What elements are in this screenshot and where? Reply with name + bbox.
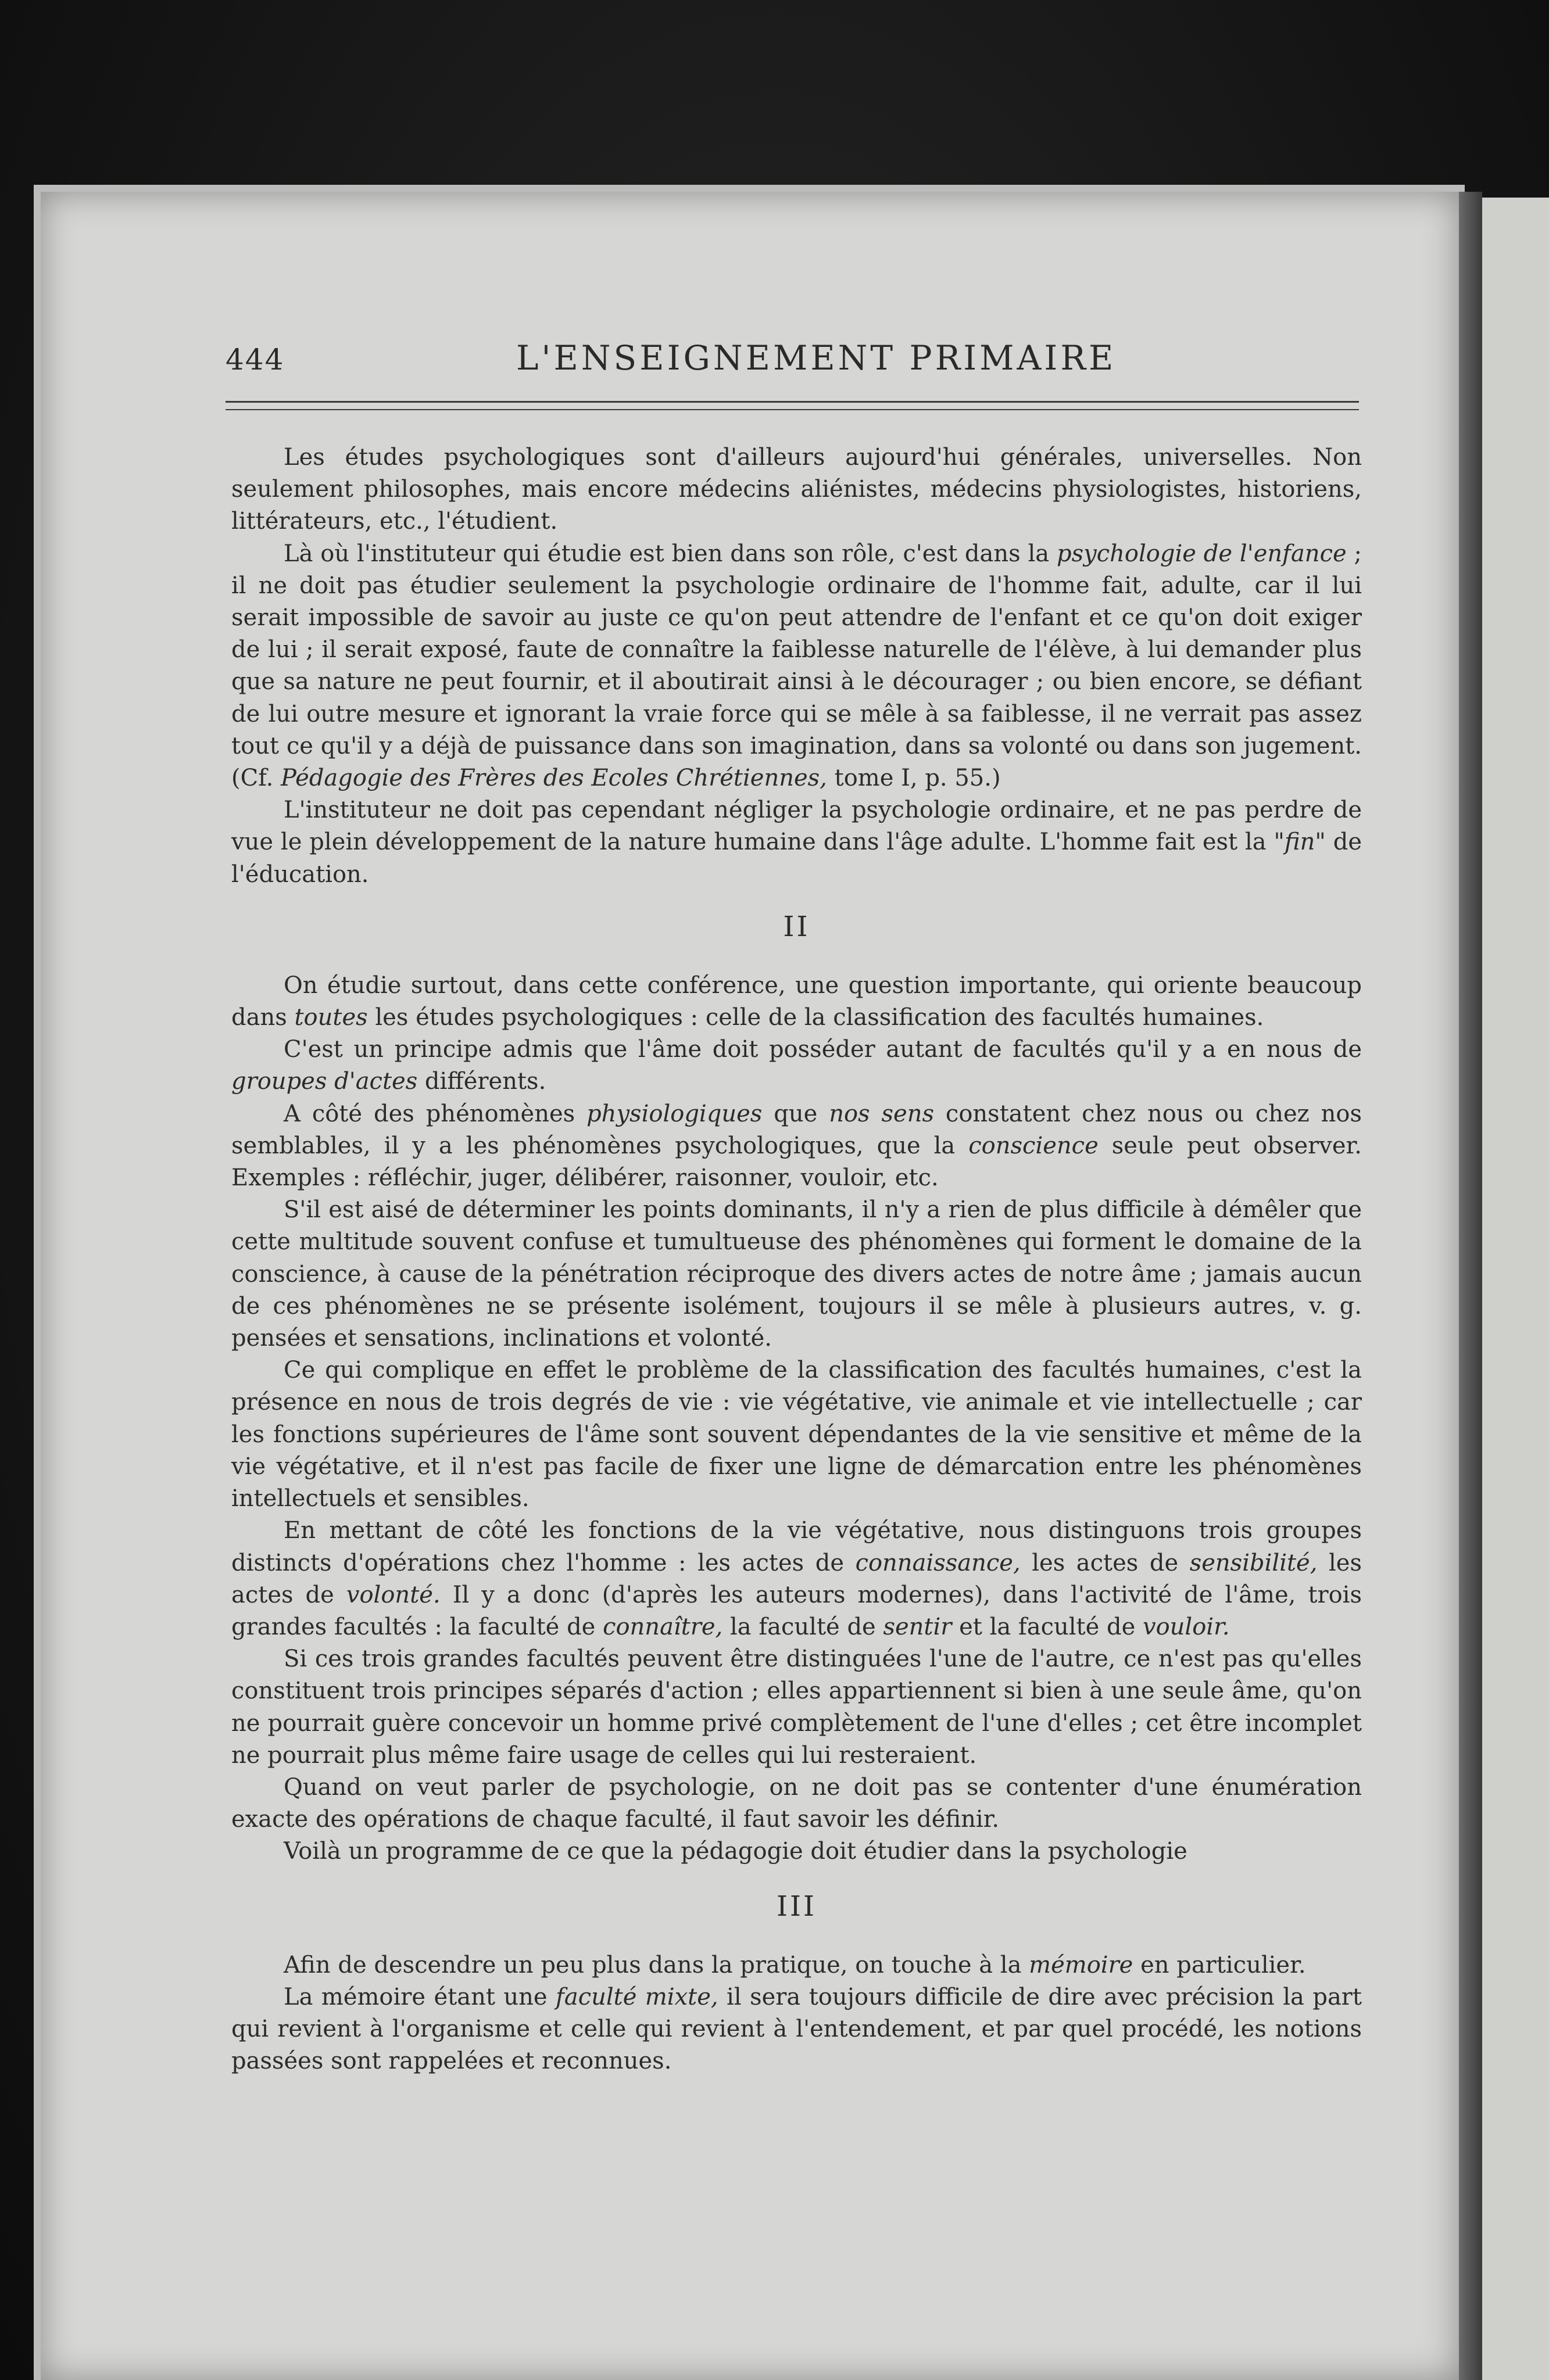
running-head [226,331,1359,383]
section-heading-ii: II [783,910,810,943]
paragraph [231,442,1362,538]
italic-term: mémoire [1029,1951,1133,1978]
italic-term: sensibilité, [1189,1549,1318,1576]
paragraph [231,1098,1362,1195]
italic-term: toutes [294,1004,368,1031]
paragraph-text: tome I, p. 55.) [827,765,1001,792]
paragraph-text: différents. [417,1068,546,1095]
page-number: 444 [226,343,285,377]
italic-term: nos sens [829,1100,934,1127]
paragraph [231,1354,1362,1515]
paragraph-text: Quand on veut parler de psychologie, on ne doit pas se contenter d'une énumération exacte des opérations de chaque faculté, il faut savoir les définir. [231,1773,1362,1833]
paragraph-text: L'instituteur ne doit pas cependant négliger la psychologie ordinaire, et ne pas perdre de vue le plein développement de la nature humaine dans l'âge adulte. L'homme fait est la " [231,797,1362,856]
paragraph-text: C'est un principe admis que l'âme doit posséder autant de facultés qu'il y a en nous de [284,1036,1362,1063]
paragraph-text: Si ces trois grandes facultés peuvent être distinguées l'une de l'autre, ce n'est pas qu'elles constituent trois principes séparés d'action ; elles appartiennent si bien à une seule âme, qu'on ne pourrait guère concevoir un homme privé complètement de l'une d'elles ; cet être incomplet ne pourrait plus même faire usage de celles qui lui resteraient. [231,1646,1362,1769]
paragraph-text: constatent chez nous ou chez nos semblables, il y a les phénomènes psychologiques, que la [231,1100,1362,1159]
italic-term: physiologiques [586,1100,763,1127]
paragraph-text: A côté des phénomènes [284,1100,587,1127]
journal-title: L'ENSEIGNEMENT PRIMAIRE [516,338,1117,378]
paragraph-text: En mettant de côté les fonctions de la vie végétative, nous distinguons trois groupes distincts d'opérations chez l'homme : les actes de [231,1517,1362,1576]
paragraph-text: On étudie surtout, dans cette conférence, une question importante, qui oriente beaucoup dans [231,972,1362,1031]
italic-term: connaissance, [855,1549,1021,1576]
paragraph-text: la faculté de [722,1613,883,1640]
paragraph-text: ; il ne doit pas étudier seulement la psychologie ordinaire de l'homme fait, adulte, car il lui serait impossible de savoir au juste ce qu'on peut attendre de l'enfant et ce qu'on doit exiger de lui ; il serait exposé, faute de connaître la faiblesse naturelle de l'élève, à lui demander plus que sa nature ne peut fournir, et il aboutirait ainsi à le décourager ; ou bien encore, se défiant de lui outre mesure et ignorant la vraie force qui se mêle à sa faiblesse, il ne verrait pas assez tout ce qu'il y a déjà de puissance dans son imagination, dans sa volonté ou dans son jugement. (Cf. [231,540,1362,792]
paragraph-text: S'il est aisé de déterminer les points dominants, il n'y a rien de plus difficile à démêler que cette multitude souvent confuse et tumultueuse des phénomènes qui forment le domaine de la conscience, à cause de la pénétration réciproque des divers actes de notre âme ; jamais aucun de ces phénomènes ne se présente isolément, toujours il se mêle à plusieurs autres, v. g. pensées et sensations, inclinations et volonté. [231,1196,1362,1352]
facing-page-edge [1482,198,1549,2380]
paragraph-text: les actes de [1020,1549,1190,1576]
paragraph-text: Il y a donc (d'après les auteurs modernes), dans l'activité de l'âme, trois grandes facultés : la faculté de [231,1581,1362,1640]
italic-citation: Pédagogie des Frères des Ecoles Chrétiennes, [281,765,827,792]
paragraph-text: les actes de [231,1549,1362,1608]
header-rule-top [226,401,1359,403]
section-heading-iii: III [777,1890,817,1923]
paragraph-text: La mémoire étant une [284,1983,556,2010]
italic-term: faculté mixte, [556,1983,718,2010]
paragraph-text: et la faculté de [951,1613,1143,1640]
paragraph [231,794,1362,891]
paragraph-text: Afin de descendre un peu plus dans la pratique, on touche à la [284,1951,1029,1978]
paragraph-text: Les études psychologiques sont d'ailleurs aujourd'hui générales, universelles. Non seulement philosophes, mais encore médecins aliénistes, médecins physiologistes, historiens, littérateurs, etc., l'étudient. [231,444,1362,535]
paragraph-text: seule peut observer. Exemples : réfléchir, juger, délibérer, raisonner, vouloir, etc. [231,1132,1362,1192]
italic-term: fin [1284,829,1315,856]
paragraph-text: les études psychologiques : celle de la classification des facultés humaines. [367,1004,1264,1031]
paragraph [231,970,1362,1034]
header-rule-bottom [226,409,1359,410]
paragraph-text: Voilà un programme de ce que la pédagogie doit étudier dans la psychologie [284,1838,1187,1865]
italic-term: connaître, [603,1613,723,1640]
paragraph-text: en particulier. [1133,1951,1306,1978]
paragraph [231,1949,1362,1981]
italic-term: conscience [968,1132,1099,1159]
paragraph [231,1034,1362,1098]
paragraph [231,1981,1362,2078]
paragraph-text: " de l'éducation. [231,829,1362,888]
paragraph [231,1643,1362,1772]
paragraph-text: que [762,1100,829,1127]
italic-term: volonté. [346,1581,441,1608]
paragraph [231,1772,1362,1836]
article-body [231,442,1362,2077]
paragraph-text: Ce qui complique en effet le problème de la classification des facultés humaines, c'est la présence en nous de trois degrés de vie : vie végétative, vie animale et vie intellectuelle ; car les fonctions supérieures de l'âme sont souvent dépendantes de la vie sensitive et même de la vie végétative, et il n'est pas facile de fixer une ligne de démarcation entre les phénomènes intellectuels et sensibles. [231,1357,1362,1512]
paragraph [231,1194,1362,1354]
paragraph-text: Là où l'instituteur qui étudie est bien dans son rôle, c'est dans la [284,540,1057,567]
paragraph [231,1515,1362,1643]
book-spine [1459,192,1482,2380]
italic-term: groupes d'actes [231,1068,418,1095]
paragraph-text: il sera toujours difficile de dire avec précision la part qui revient à l'organisme et celle qui revient à l'entendement, et par quel procédé, les notions passées sont rappelées et reconnues. [231,1983,1362,2075]
italic-term: vouloir. [1142,1613,1230,1640]
italic-term: psychologie de l'enfance [1057,540,1347,567]
paragraph [231,538,1362,795]
paragraph [231,1836,1362,1868]
italic-term: sentir [883,1613,952,1640]
